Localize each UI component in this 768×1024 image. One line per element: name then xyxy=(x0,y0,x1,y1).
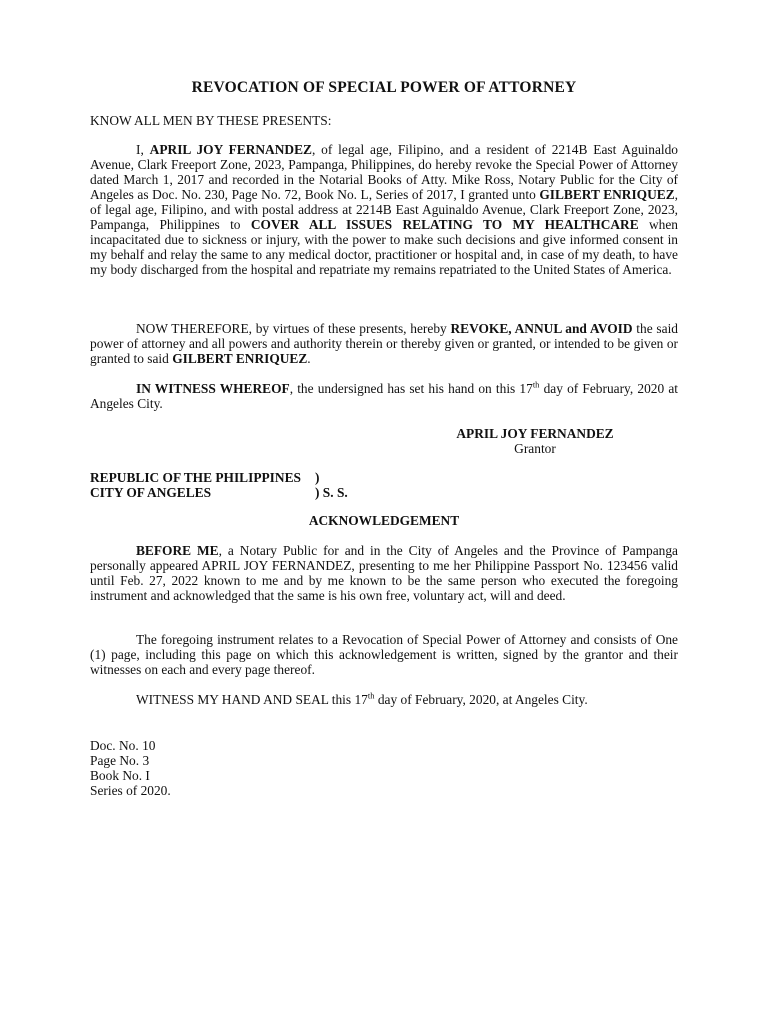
para2-text-1: NOW THEREFORE, by virtues of these presents, hereby xyxy=(136,321,451,336)
scope-text: COVER ALL ISSUES RELATING TO MY HEALTHCARE xyxy=(250,217,639,232)
now-therefore-paragraph xyxy=(90,321,678,366)
attorney-name-2: GILBERT ENRIQUEZ xyxy=(172,351,308,366)
para3-text-1: , the undersigned has set his hand on this 17 xyxy=(289,381,533,396)
doc-number: Doc. No. 10 xyxy=(90,738,156,753)
ordinal-suffix: th xyxy=(532,379,540,390)
para6-text-2: day of February, 2020, at Angeles City. xyxy=(374,692,588,707)
para6-text-1: WITNESS MY HAND AND SEAL this 17 xyxy=(136,692,368,707)
document-page xyxy=(90,0,678,1024)
instrument-relates-paragraph: The foregoing instrument relates to a Revocation of Special Power of Attorney and consists of One (1) page, including this page on which this acknowledgement is written, signed by the grantor and their witnesses on each and every page thereof. xyxy=(90,632,678,677)
venue-republic: REPUBLIC OF THE PHILIPPINES xyxy=(90,470,301,485)
notarial-reference xyxy=(90,738,171,798)
opening-line: KNOW ALL MEN BY THESE PRESENTS: xyxy=(90,113,332,128)
para3-text-2: day of February, 2020 at Angeles City. xyxy=(90,381,678,411)
attorney-name: GILBERT ENRIQUEZ xyxy=(539,187,675,202)
witness-whereof-paragraph xyxy=(90,381,678,411)
in-witness-whereof: IN WITNESS WHEREOF xyxy=(136,381,290,396)
series-year: Series of 2020. xyxy=(90,783,171,798)
signatory-name: APRIL JOY FERNANDEZ xyxy=(456,426,614,441)
document-title: REVOCATION OF SPECIAL POWER OF ATTORNEY xyxy=(191,79,577,96)
para1-text-4: when incapacitated due to sickness or injury, with the power to make such decisions and give informed consent in my behalf and relay the same to any medical doctor, practitioner or hospital and, in case of my death, to have my body discharged from the hospital and repatriate my remains repatriated to the United States of America. xyxy=(90,217,678,277)
para1-text-3: , of legal age, Filipino, and with postal address at 2214B East Aguinaldo Avenue, Clark Freeport Zone, 2023, Pampanga, Philippines to xyxy=(90,187,678,232)
para1-text-2: , of legal age, Filipino, and a resident of 2214B East Aguinaldo Avenue, Clark Freeport Zone, 2023, Pampanga, Philippines, do hereby revoke the Special Power of Attorney dated March 1, 2017 and recorded in the Notarial Books of Atty. Mike Ross, Notary Public for the City of Angeles as Doc. No. 230, Page No. 72, Book No. L, Series of 2017, I granted unto xyxy=(90,142,679,202)
para1-text-1: I, xyxy=(136,142,150,157)
venue-city: CITY OF ANGELES xyxy=(90,485,212,500)
para2-text-2: the said power of attorney and all powers and authority therein or thereby given or granted, or intended to be given or granted to said xyxy=(90,321,679,366)
before-me-paragraph xyxy=(90,543,678,603)
venue-paren-2: ) S. S. xyxy=(315,485,348,500)
signatory-role: Grantor xyxy=(514,441,556,456)
grantor-name: APRIL JOY FERNANDEZ xyxy=(149,142,312,157)
before-me: BEFORE ME xyxy=(136,543,219,558)
book-number: Book No. I xyxy=(90,768,150,783)
witness-hand-seal-paragraph xyxy=(90,692,678,707)
page-number: Page No. 3 xyxy=(90,753,150,768)
revoke-annul-avoid: REVOKE, ANNUL and AVOID xyxy=(450,321,633,336)
venue-paren-1: ) xyxy=(315,470,320,485)
revocation-paragraph xyxy=(90,142,678,277)
ordinal-suffix-2: th xyxy=(367,690,375,701)
acknowledgement-title: ACKNOWLEDGEMENT xyxy=(308,513,460,528)
para2-text-3: . xyxy=(307,351,311,366)
para4-text-1: , a Notary Public for and in the City of Angeles and the Province of Pampanga personally appeared APRIL JOY FERNANDEZ, presenting to me her Philippine Passport No. 123456 valid until Feb. 27, 2022 known to me and by me known to be the same person who executed the foregoing instrument and acknowledged that the same is his own free, voluntary act, will and deed. xyxy=(90,543,678,603)
